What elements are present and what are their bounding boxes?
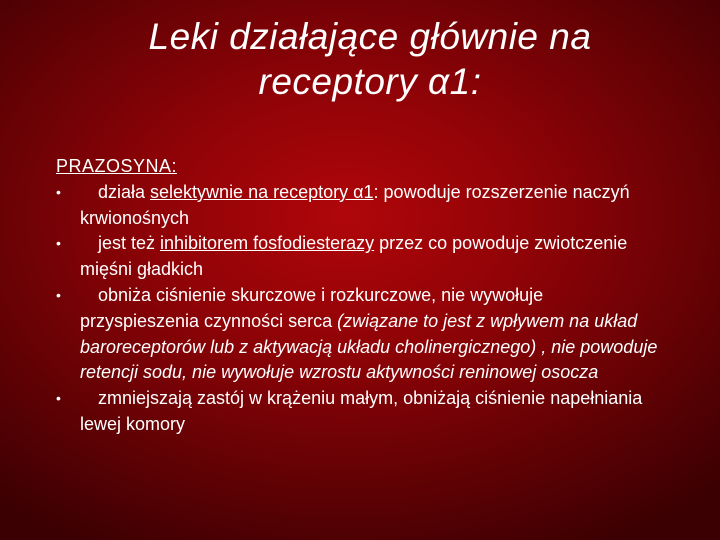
drug-heading: PRAZOSYNA: xyxy=(56,156,178,176)
title-line-2: receptory α1: xyxy=(258,61,482,102)
bullet-icon: • xyxy=(56,390,61,407)
bullet-icon: • xyxy=(56,235,61,252)
list-item xyxy=(56,231,666,283)
item-text-part: zmniejszają zastój w krążeniu małym, obniżają ciśnienie napełniania lewej komory xyxy=(80,388,643,434)
list-item xyxy=(56,180,666,232)
list-item xyxy=(56,386,666,438)
bullet-list xyxy=(56,180,666,438)
item-text-italic: (związane to jest z wpływem na układ baroreceptorów lub z aktywacją układu cholinergicznego) , nie powoduje retencji sodu, nie wywołuje wzrostu aktywności reninowej osocza xyxy=(80,310,658,383)
title-line-1: Leki działające głównie na xyxy=(148,16,592,57)
item-text xyxy=(80,388,642,434)
item-text-underlined: inhibitorem fosfodiesterazy xyxy=(160,233,375,254)
item-text-part: działa xyxy=(98,181,151,202)
bullet-icon: • xyxy=(56,183,61,200)
bullet-icon: • xyxy=(56,286,61,303)
item-text xyxy=(80,285,657,382)
item-text xyxy=(80,233,627,279)
item-text xyxy=(80,182,630,228)
list-item xyxy=(56,283,666,386)
item-text-underlined: selektywnie na receptory α1 xyxy=(150,181,374,202)
slide-title xyxy=(40,14,700,104)
item-text-part: obniża ciśnienie skurczowe i rozkurczowe, nie wywołuje przyspieszenia czynności serca xyxy=(80,284,544,331)
item-text-part: przez co powoduje zwiotczenie mięśni gładkich xyxy=(80,233,628,280)
item-text-part: : powoduje rozszerzenie naczyń krwionośnych xyxy=(80,181,630,228)
item-text-part: jest też xyxy=(98,233,161,254)
slide-body xyxy=(56,154,666,438)
